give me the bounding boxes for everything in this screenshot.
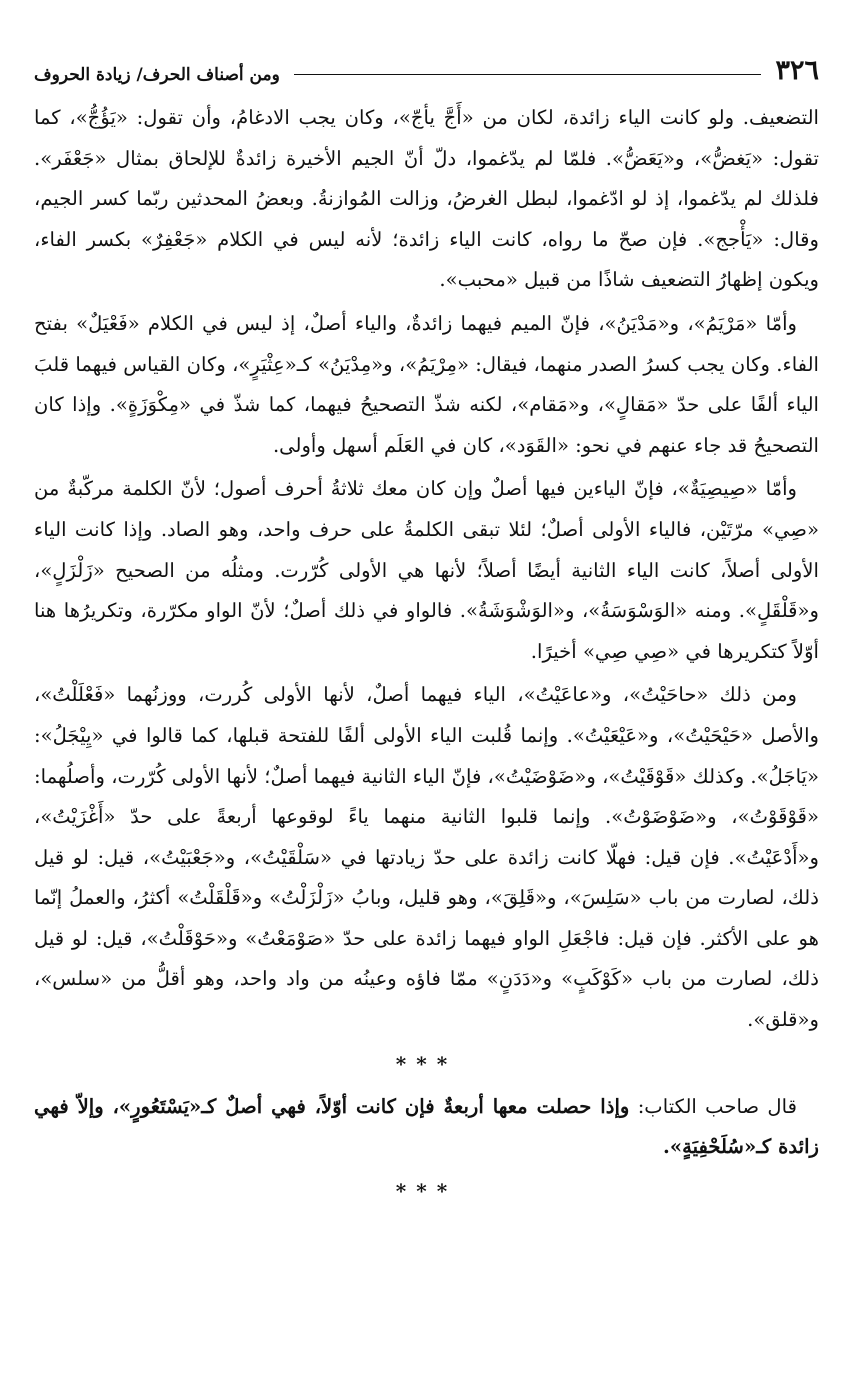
quote-bold-text: وإذا حصلت معها أربعةٌ فإن كانت أوّلاً، فهي أصلٌ كـ«يَسْتَعُورٍ»، وإلاّ فهي زائدة كـ«سُلَحْفِيَةٍ». [34, 1094, 819, 1159]
header-rule [294, 74, 762, 75]
section-separator-bottom: *** [395, 1178, 458, 1203]
section-separator: *** [395, 1051, 458, 1076]
paragraph-continuation: التضعيف. ولو كانت الياء زائدة، لكان من «أَجَّ يأجّ»، وكان يجب الادغامُ، وأن تقول: «يَؤُجُّ»، كما تقول: «يَغضُّ»، و«يَعَضُّ». فلمّا لم يدّغموا، دلّ أنّ الجيم الأخيرة زائدةٌ للإلحاق بمثال «جَعْفَر». فلذلك لم يدّغموا، إذ لو ادّغموا، لبطل الغرضُ، وزالت المُوازنةُ. وبعضُ المحدثين ربّما كسر الجيم، وقال: «يَأْجج». فإن صحّ ما رواه، كانت الياء زائدة؛ لأنه ليس في الكلام «جَعْفِرٌ» بكسر الفاء، ويكون إظهارُ التضعيف شاذًا من قبيل «محبب». [34, 106, 819, 292]
page-number: ٣٢٦ [775, 55, 819, 86]
paragraph-sisiya: وأمّا «صِيصِيَةٌ»، فإنّ الياءين فيها أصلٌ وإن كان معك ثلاثةُ أحرف أصول؛ لأنّ الكلمة مركّبةٌ من «صِي» مرّتَيْن، فالياء الأولى أصلٌ؛ لئلا تبقى الكلمةُ على حرف واحد، وهو الصاد. وإذا كانت الياء الأولى أصلاً، كانت الياء الثانية أيضًا أصلاً؛ لأنها هي الأولى كُرّرت. ومثلُه من الصحيح «زَلْزَلٍ»، و«قَلْقَلٍ». ومنه «الوَسْوَسَةُ»، و«الوَشْوَشَةُ». فالواو في ذلك أصلٌ؛ لأنّ الواو مكرّرة، وتكريرُها هنا أوّلاً كتكريرها في «صِي صِي» أخيرًا. [34, 477, 819, 663]
page-header [34, 40, 819, 84]
page-body [34, 98, 819, 1208]
paragraph-maryam: وأمّا «مَرْيَمُ»، و«مَدْيَنُ»، فإنّ الميم فيهما زائدةٌ، والياء أصلٌ، إذ ليس في الكلام «فَعْيَلٌ» بفتح الفاء. وكان يجب كسرُ الصدر منهما، فيقال: «مِرْيَمُ»، و«مِدْيَنُ» كـ«عِثْيَرٍ»، وكان القياس فيهما قلبَ الياء ألفًا على حدّ «مَقالٍ»، و«مَقام»، لكنه شذّ التصحيحُ فيهما، كما شذّ في «مِكْوَزَةٍ». وإذا كان التصحيحُ قد جاء عنهم في نحو: «القَوَد»، كان في العَلَم أسهل وأولى. [34, 311, 819, 457]
running-title: ومن أصناف الحرف/ زيادة الحروف [34, 65, 280, 85]
author-quote [34, 1087, 819, 1168]
paragraph-hahayt: ومن ذلك «حاحَيْتُ»، و«عاعَيْتُ»، الياء فيهما أصلٌ، لأنها الأولى كُررت، ووزنُهما «فَعْلَلْتُ»، والأصل «حَيْحَيْتُ»، و«عَيْعَيْتُ». وإنما قُلبت الياء الأولى ألفًا للفتحة قبلها، كما قالوا في «يِيْجَلُ»: «يَاجَلُ». وكذلك «قَوْقَيْتُ»، و«ضَوْضَيْتُ»، فإنّ الياء الثانية فيهما أصلٌ؛ لأنها الأولى كُرّرت، وأصلُهما: «قَوْقَوْتُ»، و«ضَوْضَوْتُ». وإنما قلبوا الثانية منهما ياءً لوقوعها أربعةً على حدّ «أَغْزَيْتُ»، و«أَدْعَيْتُ». فإن قيل: فهلّا كانت زائدة على حدّ زيادتها في «سَلْقَيْتُ»، و«جَعْبَيْتُ»، قيل: لو قيل ذلك، لصارت من باب «سَلِسَ»، و«قَلِقَ»، وهو قليل، وبابُ «زَلْزَلْتُ» و«قَلْقَلْتُ» أكثرُ، والعملُ إنّما هو على الأكثر. فإن قيل: فاجْعَلِ الواو فيهما زائدة على حدّ «صَوْمَعْتُ» و«حَوْقَلْتُ»، قيل: لو قيل ذلك، لصارت من باب «كَوْكَبٍ» و«دَدَنٍ» ممّا فاؤه وعينُه من واد واحد، وهو أقلُّ من «سلس»، و«قلق». [34, 683, 819, 1032]
quote-lead: قال صاحب الكتاب: [629, 1094, 797, 1118]
